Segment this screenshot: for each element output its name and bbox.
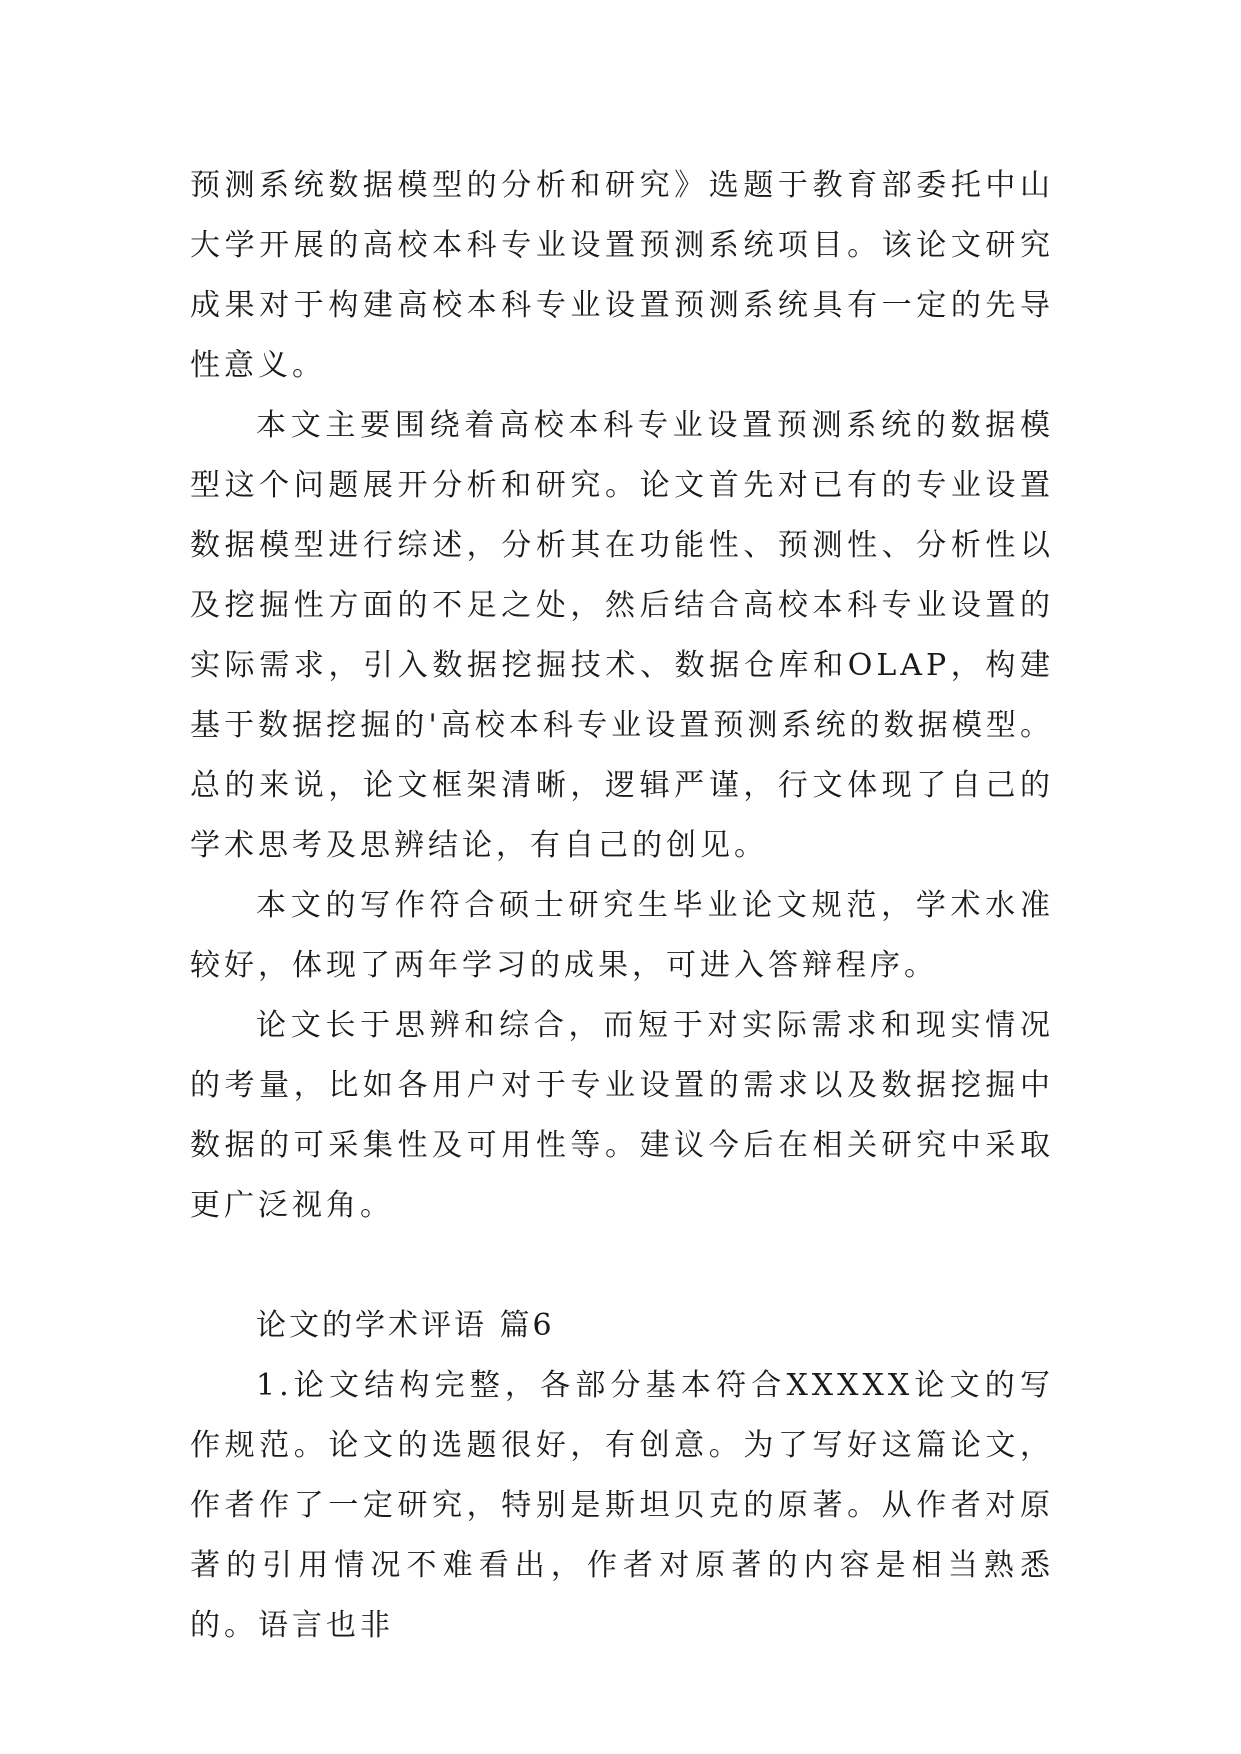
section-paragraph-1: 1.论文结构完整，各部分基本符合XXXXX论文的写作规范。论文的选题很好，有创意。为了写好这篇论文，作者作了一定研究，特别是斯坦贝克的原著。从作者对原著的引用情况不难看出，作者对原著的内容是相当熟悉的。语言也非 (190, 1368, 1054, 1643)
paragraph-4: 论文长于思辨和综合，而短于对实际需求和现实情况的考量，比如各用户对于专业设置的需求以及数据挖掘中数据的可采集性及可用性等。建议今后在相关研究中采取更广泛视角。 (190, 1008, 1054, 1223)
paragraph-3: 本文的写作符合硕士研究生毕业论文规范，学术水准较好，体现了两年学习的成果，可进入答辩程序。 (190, 888, 1054, 983)
section-heading: 论文的学术评语 篇6 (256, 1308, 555, 1343)
paragraph-2: 本文主要围绕着高校本科专业设置预测系统的数据模型这个问题展开分析和研究。论文首先对已有的专业设置数据模型进行综述，分析其在功能性、预测性、分析性以及挖掘性方面的不足之处，然后结合高校本科专业设置的实际需求，引入数据挖掘技术、数据仓库和OLAP，构建基于数据挖掘的'高校本科专业设置预测系统的数据模型。总的来说，论文框架清晰，逻辑严谨，行文体现了自己的学术思考及思辨结论，有自己的创见。 (190, 408, 1054, 863)
document-body (190, 156, 1054, 1656)
paragraph-1: 预测系统数据模型的分析和研究》选题于教育部委托中山大学开展的高校本科专业设置预测系统项目。该论文研究成果对于构建高校本科专业设置预测系统具有一定的先导性意义。 (190, 168, 1054, 383)
